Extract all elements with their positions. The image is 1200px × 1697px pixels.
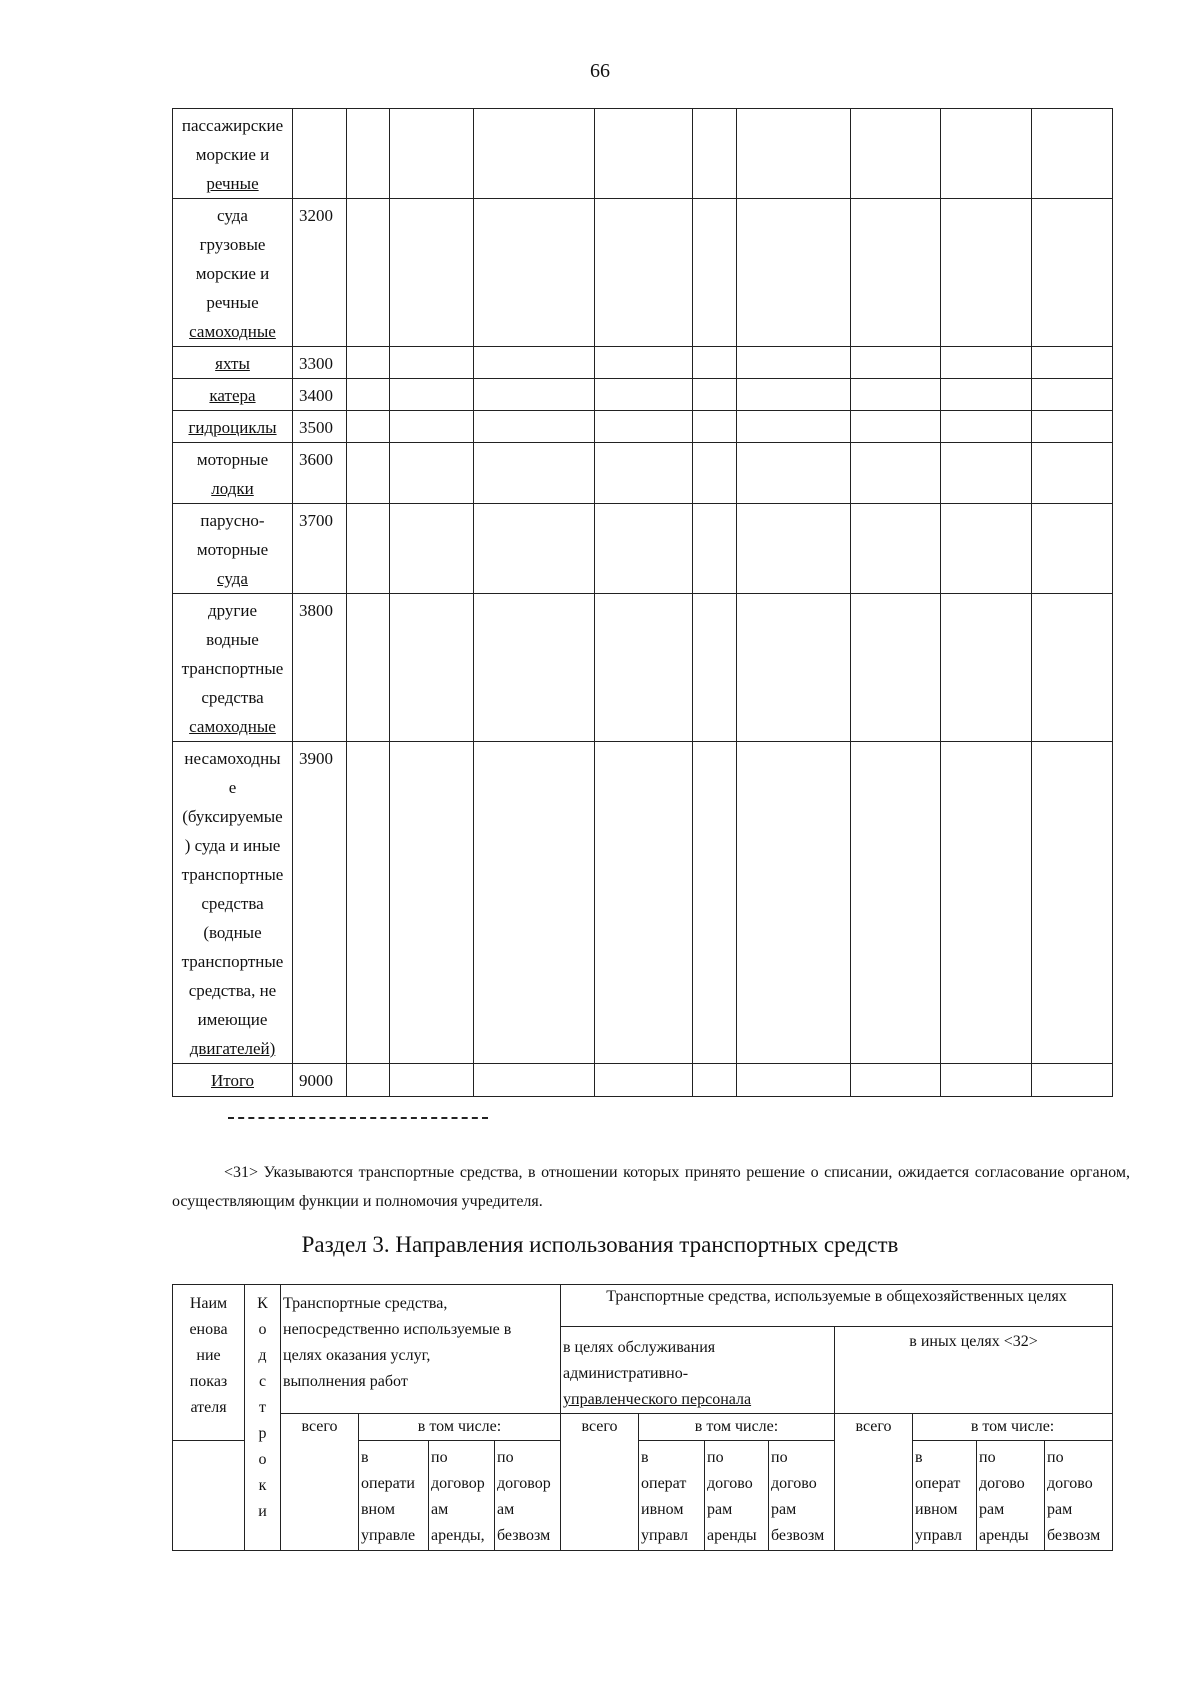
table-row bbox=[173, 742, 1113, 1064]
sub-operative: в операт ивном управл bbox=[913, 1441, 977, 1551]
header-admin: в целях обслуживания административно- управленческого персонала bbox=[561, 1327, 835, 1414]
sub-free: по догово рам безвозм bbox=[769, 1441, 835, 1551]
section-title: Раздел 3. Направления использования транспортных средств bbox=[301, 1232, 899, 1257]
table-row bbox=[173, 379, 1113, 411]
usage-table bbox=[172, 1284, 1113, 1551]
header-direct-use: Транспортные средства, непосредственно используемые в целях оказания услуг, выполнения работ bbox=[281, 1285, 561, 1414]
col-header-name: Наим енова ние показ ателя bbox=[173, 1285, 245, 1441]
vehicles-table bbox=[172, 108, 1113, 1097]
including-direct: в том числе: bbox=[359, 1414, 561, 1441]
sub-free: по договор ам безвозм bbox=[495, 1441, 561, 1551]
footnote-31: <31> Указываются транспортные средства, в отношении которых принято решение о списании, ожидается согласование органом, осуществляющим функции и полномочия учредителя. bbox=[172, 1164, 1130, 1210]
table-row bbox=[173, 199, 1113, 347]
including-admin: в том числе: bbox=[639, 1414, 835, 1441]
row-code bbox=[293, 109, 347, 199]
row-code: 3300 bbox=[293, 347, 347, 379]
sub-lease: по догово рам аренды bbox=[977, 1441, 1045, 1551]
row-name: катера bbox=[173, 379, 293, 411]
total-admin: всего bbox=[561, 1414, 639, 1551]
row-name: гидроциклы bbox=[173, 411, 293, 443]
row-code: 3900 bbox=[293, 742, 347, 1064]
name-header-tail bbox=[173, 1441, 245, 1551]
header-general-use: Транспортные средства, используемые в общехозяйственных целях bbox=[561, 1285, 1113, 1327]
row-name: моторные лодки bbox=[173, 443, 293, 504]
table-row bbox=[173, 347, 1113, 379]
row-code: 3200 bbox=[293, 199, 347, 347]
col-header-code: К о д с т р о к и bbox=[245, 1285, 281, 1551]
table-row bbox=[173, 594, 1113, 742]
row-name: суда грузовые морские и речные самоходные bbox=[173, 199, 293, 347]
footnote-separator bbox=[228, 1117, 488, 1119]
table-row bbox=[173, 504, 1113, 594]
row-code: 3500 bbox=[293, 411, 347, 443]
sub-operative: в операт ивном управл bbox=[639, 1441, 705, 1551]
row-code: 3800 bbox=[293, 594, 347, 742]
row-name: другие водные транспортные средства самоходные bbox=[173, 594, 293, 742]
header-other: в иных целях <32> bbox=[835, 1327, 1113, 1414]
table-row bbox=[173, 443, 1113, 504]
table-row bbox=[173, 411, 1113, 443]
row-name: парусно- моторные суда bbox=[173, 504, 293, 594]
sub-free: по догово рам безвозм bbox=[1045, 1441, 1113, 1551]
sub-lease: по догово рам аренды bbox=[705, 1441, 769, 1551]
sub-lease: по договор ам аренды, bbox=[429, 1441, 495, 1551]
total-direct: всего bbox=[281, 1414, 359, 1551]
row-name: яхты bbox=[173, 347, 293, 379]
including-other: в том числе: bbox=[913, 1414, 1113, 1441]
table-row bbox=[173, 109, 1113, 199]
row-code: 9000 bbox=[293, 1064, 347, 1097]
row-name: Итого bbox=[173, 1064, 293, 1097]
page-number: 66 bbox=[590, 60, 610, 82]
row-code: 3700 bbox=[293, 504, 347, 594]
row-name: несамоходны е (буксируемые ) суда и иные транспортные средства (водные транспортные средства, не имеющие двигателей) bbox=[173, 742, 293, 1064]
row-name: пассажирские морские и речные bbox=[173, 109, 293, 199]
table-row bbox=[173, 1064, 1113, 1097]
row-code: 3400 bbox=[293, 379, 347, 411]
sub-operative: в операти вном управле bbox=[359, 1441, 429, 1551]
row-code: 3600 bbox=[293, 443, 347, 504]
total-other: всего bbox=[835, 1414, 913, 1551]
